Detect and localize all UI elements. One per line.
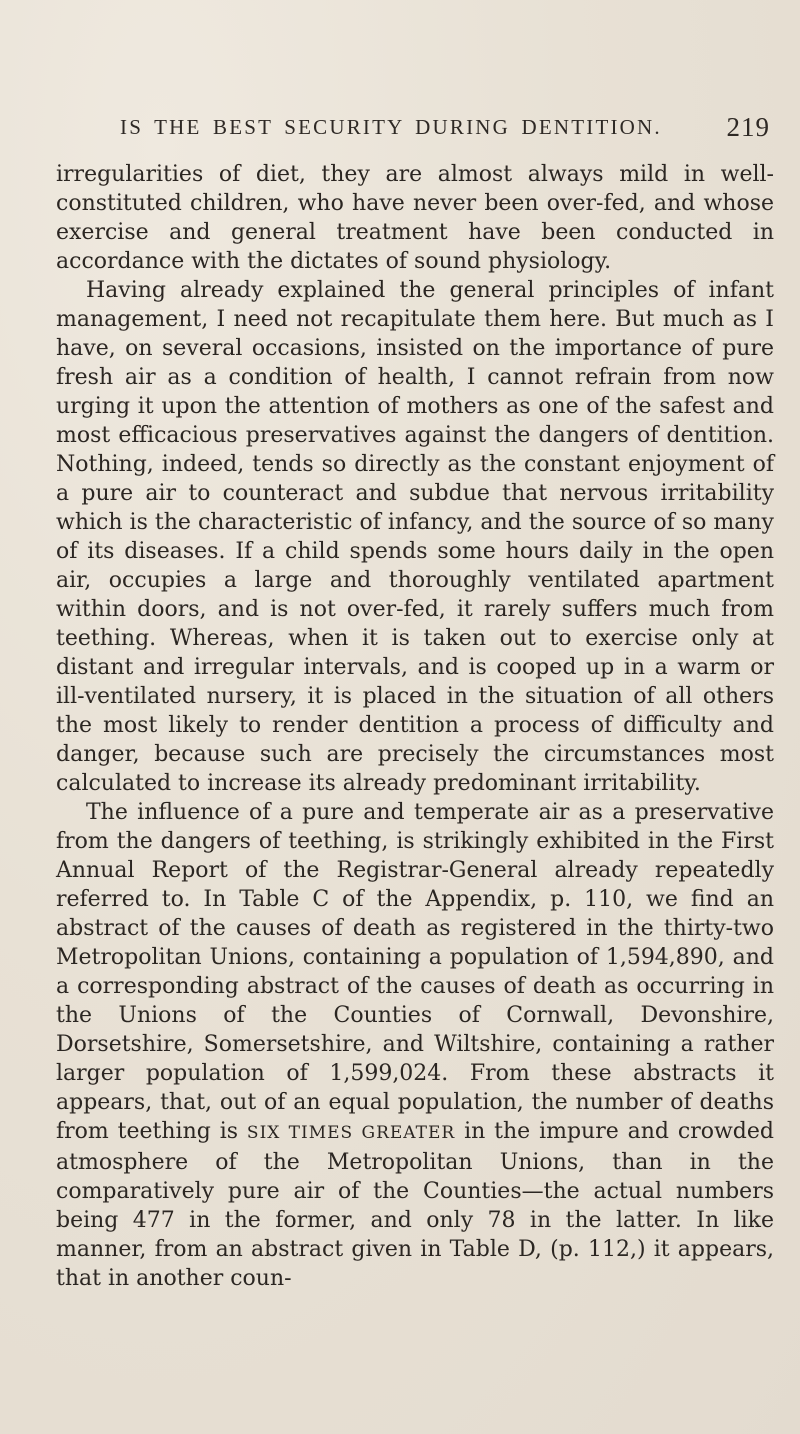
paragraph-continuation: irregularities of diet, they are almost always mild in well-constituted children, who have never been over-fed, and whose exercise and general treatment have been conducted in accordance with the dictates of sound physiology. xyxy=(56,162,774,274)
paragraph-fresh-air: Having already explained the general principles of infant management, I need not recapitulate them here. But much as I have, on several occasions, insisted on the importance of pure fresh air as a condition of health, I cannot refrain from now urging it upon the attention of mothers as one of the safest and most efficacious preservatives against the dangers of dentition. Nothing, indeed, tends so directly as the constant enjoyment of a pure air to counteract and subdue that nervous irritability which is the characteristic of infancy, and the source of so many of its diseases. If a child spends some hours daily in the open air, occupies a large and thoroughly ventilated apartment within doors, and is not over-fed, it rarely suffers much from teething. Whereas, when it is taken out to exercise only at distant and irregular intervals, and is cooped up in a warm or ill-ventilated nursery, it is placed in the situation of all others the most likely to render dentition a process of difficulty and danger, because such are precisely the circumstances most calculated to increase its already predominant irritability. xyxy=(56,278,774,796)
paragraph-text-after: in the impure and crowded atmosphere of the Metropolitan Unions, than in the comparatively pure air of the Counties—the actual numbers being 477 in the former, and only 78 in the latter. In like manner, from an abstract given in Table D, (p. 112,) it appears, that in another coun- xyxy=(56,1119,774,1291)
page-number: 219 xyxy=(726,111,770,142)
paragraph-registrar-report xyxy=(56,798,774,1293)
small-caps-emphasis: SIX TIMES GREATER xyxy=(246,1123,456,1143)
paragraph-text-before: The influence of a pure and temperate air as a preservative from the dangers of teething, is strikingly exhibited in the First Annual Report of the Registrar-General already repeatedly referred to. In Table C of the Appendix, p. 110, we find an abstract of the causes of death as registered in the thirty-two Metropolitan Unions, containing a population of 1,594,890, and a corresponding abstract of the causes of death as occurring in the Unions of the Counties of Cornwall, Devonshire, Dorsetshire, Somersetshire, and Wiltshire, containing a rather larger population of 1,599,024. From these abstracts it appears, that, out of an equal population, the number of deaths from teething is xyxy=(56,800,774,1144)
running-head xyxy=(120,110,774,144)
running-title: IS THE BEST SECURITY DURING DENTITION. xyxy=(120,114,662,139)
body-text xyxy=(56,160,774,1293)
